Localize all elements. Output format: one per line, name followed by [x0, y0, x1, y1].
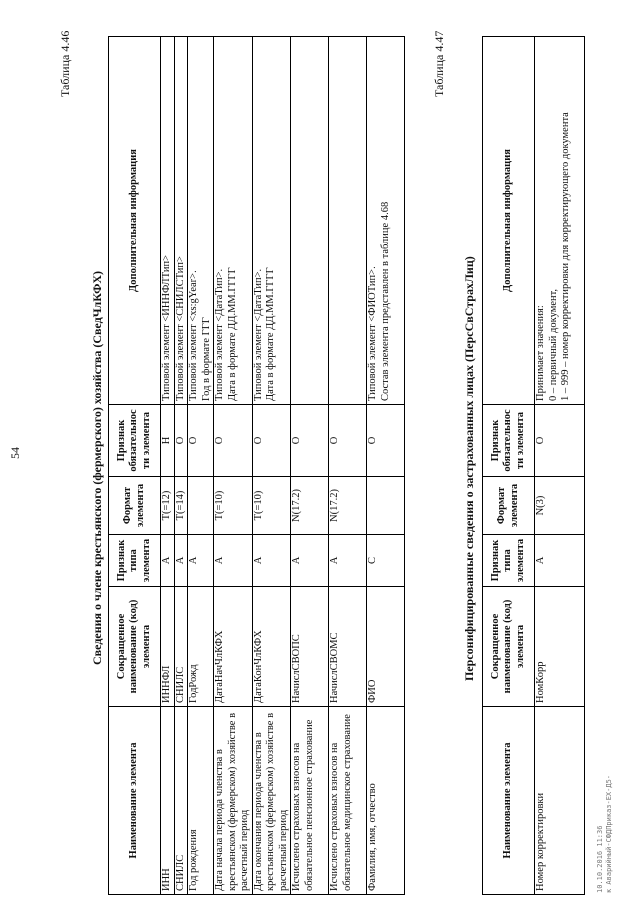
table2-body: [535, 37, 585, 895]
table-row: [535, 37, 585, 895]
table-cell: T(=12): [161, 477, 175, 535]
table-cell: Исчислено страховых взносов на обязательное медицинское страхование: [329, 707, 367, 895]
table2: [482, 36, 585, 895]
table-cell: Типовой элемент <СНИЛСТип>: [174, 37, 188, 405]
table-cell: Исчислено страховых взносов на обязательное пенсионное страхование: [291, 707, 329, 895]
table-cell: О: [367, 405, 405, 477]
table-cell: А: [161, 535, 175, 587]
page-number: 54: [8, 447, 22, 459]
table-cell: Дата окончания периода членства в крестьянском (фермерском) хозяйстве в расчетный период: [252, 707, 291, 895]
table1-header-cell: Признак обязательности элемента: [109, 405, 161, 477]
table-cell: О: [214, 405, 253, 477]
table1-body: [161, 37, 405, 895]
table-cell: О: [174, 405, 188, 477]
table-cell: НомКорр: [535, 587, 585, 707]
table-cell: Типовой элемент <ФИОТип>. Состав элемента представлен в таблице 4.68: [367, 37, 405, 405]
table-row: [367, 37, 405, 895]
table1-header-cell: Сокращенное наименование (код) элемента: [109, 587, 161, 707]
table-cell: N(17.2): [291, 477, 329, 535]
table-cell: Год рождения: [188, 707, 214, 895]
table2-header-cell: Наименование элемента: [483, 707, 535, 895]
table-cell: Типовой элемент <ДатаТип>. Дата в формате ДД.ММ.ГГГГ: [214, 37, 253, 405]
table-cell: ДатаНачЧлКФХ: [214, 587, 253, 707]
table2-header-row: [483, 37, 535, 895]
table-cell: А: [214, 535, 253, 587]
table-row: [161, 37, 175, 895]
table2-header-cell: Формат элемента: [483, 477, 535, 535]
table-row: [329, 37, 367, 895]
table-cell: Типовой элемент <ИННФЛТип>: [161, 37, 175, 405]
table-cell: А: [535, 535, 585, 587]
stamp-line: к Аварийный-СФДПриказ-ЕХ-Д5-: [605, 774, 613, 893]
table-row: [252, 37, 291, 895]
table2-header-cell: Сокращенное наименование (код) элемента: [483, 587, 535, 707]
table-cell: СНИЛС: [174, 707, 188, 895]
table2-header-cell: Дополнительная информация: [483, 37, 535, 405]
table-cell: Н: [161, 405, 175, 477]
table-row: [174, 37, 188, 895]
table1: [108, 36, 405, 895]
table-cell: С: [367, 535, 405, 587]
table-cell: T(=14): [174, 477, 188, 535]
table2-header-cell: Признак обязательности элемента: [483, 405, 535, 477]
table-cell: А: [174, 535, 188, 587]
table-cell: О: [252, 405, 291, 477]
table-row: [291, 37, 329, 895]
table-cell: А: [188, 535, 214, 587]
table-cell: T(=10): [252, 477, 291, 535]
table-cell: [367, 477, 405, 535]
table2-header-cell: Признак типа элемента: [483, 535, 535, 587]
table-cell: [291, 37, 329, 405]
table1-title: Сведения о члене крестьянского (фермерского) хозяйства (СведЧлКФХ): [90, 270, 104, 665]
table-cell: Типовой элемент <ДатаТип>. Дата в формате ДД.ММ.ГГГГ: [252, 37, 291, 405]
table-cell: Принимает значения: 0 – первичный документ, 1 – 999 – номер корректировки для корректирующего документа: [535, 37, 585, 405]
table1-header-row: [109, 37, 161, 895]
table-cell: Номер корректировки: [535, 707, 585, 895]
print-stamp: [596, 775, 614, 893]
table-cell: T(=10): [214, 477, 253, 535]
table2-title: Персонифицированные сведения о застрахованных лицах (ПерсСвСтрахЛиц): [462, 256, 476, 681]
table1-header-cell: Дополнительная информация: [109, 37, 161, 405]
table-cell: О: [291, 405, 329, 477]
table-cell: О: [329, 405, 367, 477]
table-row: [188, 37, 214, 895]
table-cell: Дата начала периода членства в крестьянском (фермерском) хозяйстве в расчетный период: [214, 707, 253, 895]
table-cell: СНИЛС: [174, 587, 188, 707]
stamp-line: 10.10.2016 11:36: [596, 825, 604, 893]
table-cell: О: [535, 405, 585, 477]
table1-header-cell: Наименование элемента: [109, 707, 161, 895]
table-cell: ФИО: [367, 587, 405, 707]
table-cell: ДатаКонЧлКФХ: [252, 587, 291, 707]
table-cell: А: [291, 535, 329, 587]
table-cell: [188, 477, 214, 535]
table1-header-cell: Формат элемента: [109, 477, 161, 535]
table-row: [214, 37, 253, 895]
table2-number: Таблица 4.47: [432, 30, 446, 97]
table-cell: [329, 37, 367, 405]
table-cell: А: [252, 535, 291, 587]
table-cell: НачислСВОПС: [291, 587, 329, 707]
table-cell: ИНН: [161, 707, 175, 895]
table-cell: N(3): [535, 477, 585, 535]
table1-header-cell: Признак типа элемента: [109, 535, 161, 587]
table-cell: N(17.2): [329, 477, 367, 535]
table-cell: Типовой элемент <xs:gYear>. Год в формате ГГГ: [188, 37, 214, 405]
table-cell: НачислСВОМС: [329, 587, 367, 707]
table-cell: Фамилия, имя, отчество: [367, 707, 405, 895]
table-cell: ИННФЛ: [161, 587, 175, 707]
table-cell: А: [329, 535, 367, 587]
table1-number: Таблица 4.46: [58, 30, 72, 97]
table-cell: О: [188, 405, 214, 477]
table-cell: ГодРожд: [188, 587, 214, 707]
